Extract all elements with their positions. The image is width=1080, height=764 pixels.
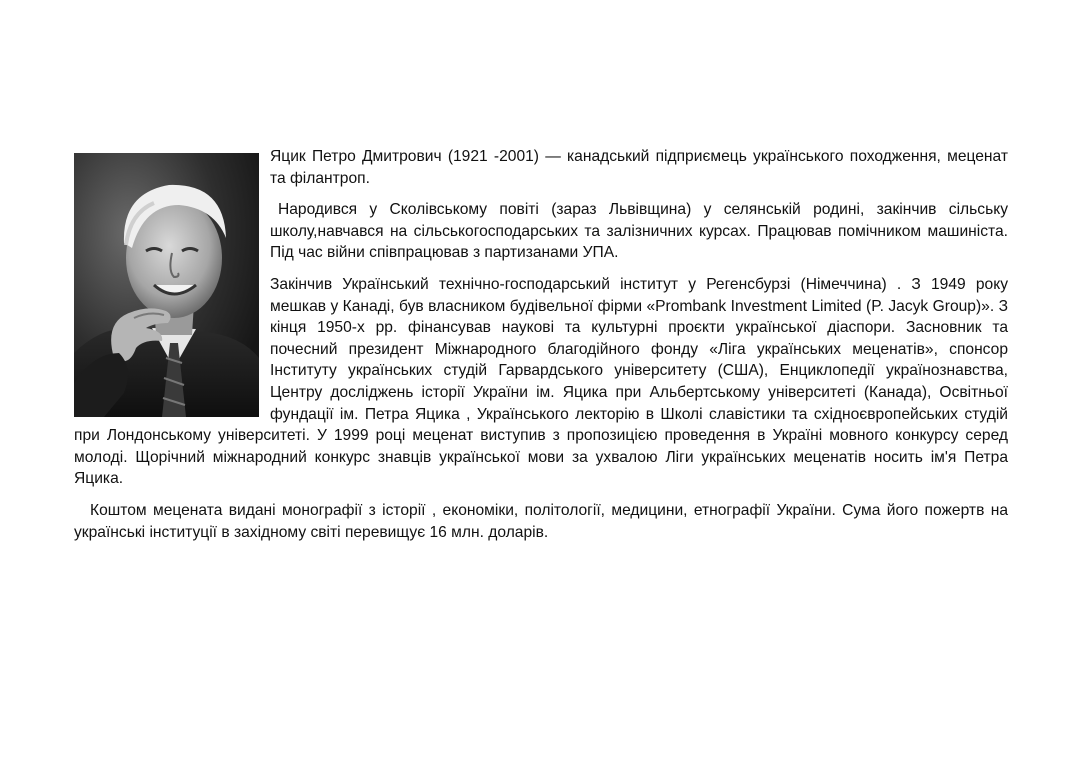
- person-name: Яцик Петро Дмитрович: [270, 148, 442, 165]
- biography-article: [74, 146, 1008, 543]
- career-paragraph: Закінчив Український технічно-господарський інститут у Регенсбурзі (Німеччина) . З 1949 року мешкав у Канаді, був власником будівельної фірми «Prombank Investment Limited (P. Jacyk Group)». З кінця 1950-х рр. фінансував наукові та культурні проєкти української діаспори. Засновник та почесний президент Міжнародного благодійного фонду «Ліга українських меценатів», спонсор Інституту українських студій Гарвардського університету (США), Енциклопедії українознавства, Центру досліджень історії України ім. Яцика при Альбертському університеті (Канада), Освітньої фундації ім. Петра Яцика , Українського лекторію в Школі славістики та східноєвропейських студій при Лондонському університеті. У 1999 році меценат виступив з пропозицією проведення в Україні мовного конкурсу серед молоді. Щорічний міжнародний конкурс знавців української мови за ухвалою Ліги українських меценатів носить ім'я Петра Яцика.: [74, 275, 1008, 488]
- funds-paragraph: Коштом мецената видані монографії з історії , економіки, політології, медицини, етнографії України. Сума його пожертв на українські інституції в західному світі перевищує 16 млн. доларів.: [74, 501, 1008, 541]
- portrait-illustration: [74, 153, 259, 417]
- lead-text: (1921 -2001) — канадський підприємець українського походження, меценат та філантроп.: [270, 148, 1009, 187]
- portrait-photo: [74, 153, 259, 417]
- birth-paragraph: Народився у Сколівському повіті (зараз Львівщина) у селянській родині, закінчив сільську школу,навчався на сільськогосподарських та залізничних курсах. Працював помічником машиніста. Під час війни співпрацював з партизанами УПА.: [270, 201, 1008, 262]
